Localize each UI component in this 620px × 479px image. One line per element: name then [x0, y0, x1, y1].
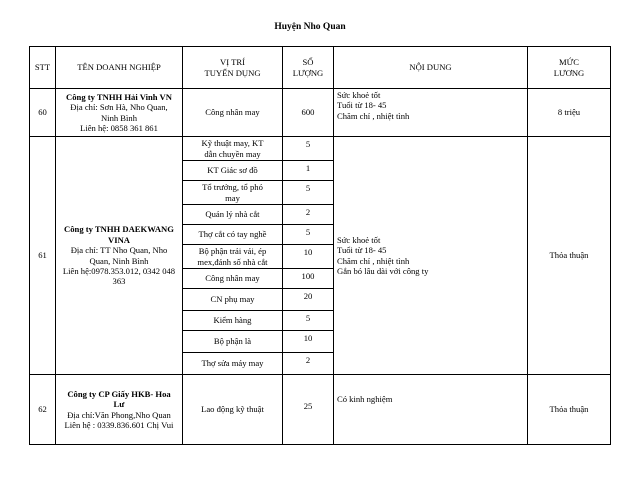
company-address: Quan, Ninh Bình	[89, 255, 149, 266]
header-position: VỊ TRÍ TUYỂN DỤNG	[183, 47, 283, 89]
position-cell: KT Giác sơ đồ	[183, 161, 283, 181]
company-name: Công ty TNHH Hải Vinh VN	[66, 91, 172, 102]
company-contact: Liên hệ: 0858 361 861	[80, 122, 158, 133]
quantity-cell: 5	[283, 311, 334, 331]
quantity-cell: 5	[283, 137, 334, 161]
position-cell: Bộ phận trải vải, ép mex,đánh số nhà cắt	[183, 245, 283, 269]
header-company: TÊN DOANH NGHIỆP	[56, 47, 183, 89]
salary-cell: Thỏa thuận	[528, 375, 611, 445]
salary-cell: 8 triệu	[528, 89, 611, 137]
company-address: Địa chỉ: Sơn Hà, Nho Quan,	[70, 102, 168, 113]
header-content: NỘI DUNG	[334, 47, 528, 89]
quantity-cell: 5	[283, 225, 334, 245]
table-row	[30, 375, 611, 445]
header-quantity: SỐ LƯỢNG	[283, 47, 334, 89]
company-name: Lư	[113, 399, 125, 410]
row-stt: 62	[30, 375, 56, 445]
company-cell	[56, 375, 183, 445]
quantity-cell: 25	[283, 375, 334, 445]
quantity-cell: 2	[283, 353, 334, 375]
table-row	[30, 89, 611, 137]
header-stt: STT	[30, 47, 56, 89]
quantity-cell: 600	[283, 89, 334, 137]
position-cell: Quản lý nhà cắt	[183, 205, 283, 225]
quantity-cell: 1	[283, 161, 334, 181]
company-address: Ninh Bình	[100, 112, 138, 123]
quantity-cell: 2	[283, 205, 334, 225]
position-cell: Tổ trưởng, tổ phó may	[183, 181, 283, 205]
row-stt: 60	[30, 89, 56, 137]
position-cell: Kỹ thuật may, KT dẫn chuyền may	[183, 137, 283, 161]
position-cell: Bộ phận là	[183, 331, 283, 353]
position-cell: Công nhân may	[183, 269, 283, 289]
quantity-cell: 10	[283, 331, 334, 353]
company-contact: Liên hệ:0978.353.012, 0342 048	[62, 265, 176, 276]
company-cell	[56, 137, 183, 375]
position-cell: CN phụ may	[183, 289, 283, 311]
company-name: Công ty CP Giấy HKB- Hoa	[67, 388, 171, 399]
position-cell: Công nhân may	[183, 89, 283, 137]
position-cell: Thợ sửa máy may	[183, 353, 283, 375]
company-address: Địa chỉ: TT Nho Quan, Nho	[70, 245, 168, 256]
position-cell: Kiểm hàng	[183, 311, 283, 331]
row-stt: 61	[30, 137, 56, 375]
company-name: Công ty TNHH DAEKWANG	[64, 224, 174, 235]
company-name: VINA	[108, 234, 130, 245]
table-row	[30, 137, 611, 161]
company-cell	[56, 89, 183, 137]
content-cell: Sức khoẻ tốt Tuổi từ 18- 45 Chăm chỉ , nhiệt tình	[334, 89, 528, 137]
company-contact: Liên hệ : 0339.836.601 Chị Vui	[64, 419, 174, 430]
salary-cell: Thỏa thuận	[528, 137, 611, 375]
quantity-cell: 20	[283, 289, 334, 311]
table-header-row	[30, 47, 611, 89]
header-salary: MỨC LƯƠNG	[528, 47, 611, 89]
position-cell: Thợ cắt có tay nghề	[183, 225, 283, 245]
page-title: Huyện Nho Quan	[274, 22, 346, 32]
recruitment-table	[29, 46, 611, 445]
quantity-cell: 10	[283, 245, 334, 269]
company-contact: 363	[112, 276, 126, 287]
quantity-cell: 5	[283, 181, 334, 205]
quantity-cell: 100	[283, 269, 334, 289]
content-cell: Có kinh nghiệm	[334, 375, 528, 445]
position-cell: Lao động kỹ thuật	[183, 375, 283, 445]
content-cell: Sức khoẻ tốt Tuổi từ 18- 45 Chăm chỉ , nhiệt tình Gắn bó lâu dài với công ty	[334, 137, 528, 375]
company-address: Địa chỉ:Văn Phong,Nho Quan	[67, 409, 171, 420]
